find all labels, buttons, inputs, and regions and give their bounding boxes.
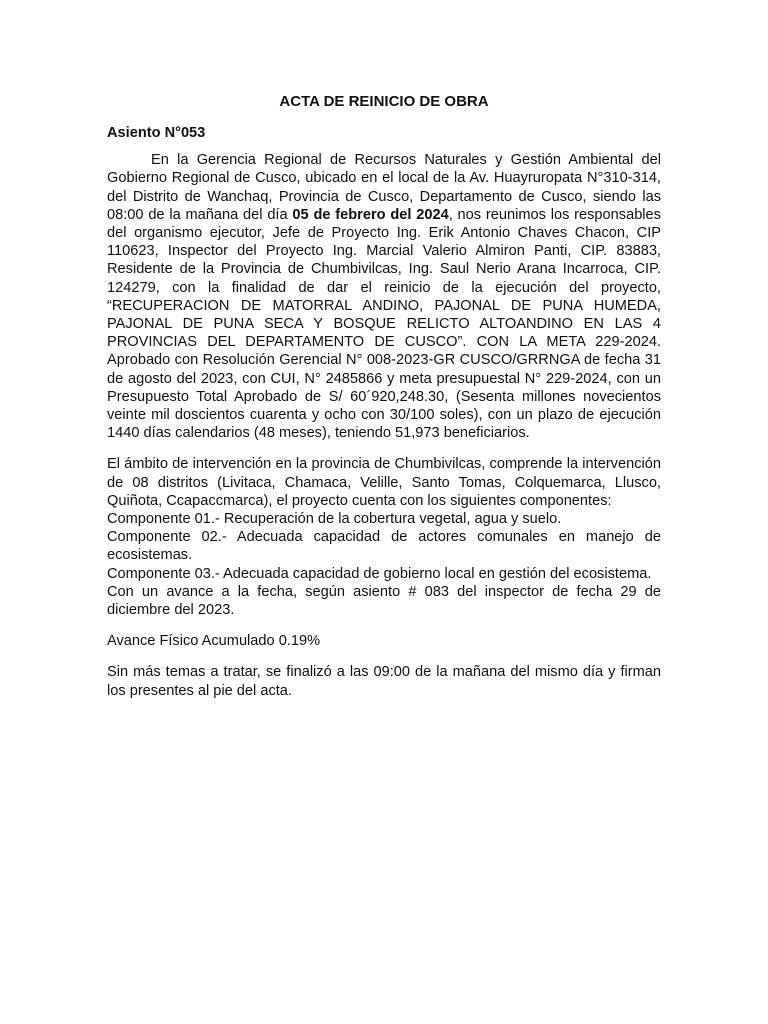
closing-paragraph: Sin más temas a tratar, se finalizó a las 09:00 de la mañana del mismo día y firman los presentes al pie del acta.: [107, 664, 661, 699]
physical-progress: Avance Físico Acumulado 0.19%: [107, 633, 321, 650]
opening-text: En la Gerencia Regional de Recursos Naturales y Gestión Ambiental del Gobierno Regional de Cusco, ubicado en el local de la Av. Huayruropata N°310-314, del Distrito de Wanchaq, Provincia de Cusco, Departamento de Cusco, siendo las 08:00 de la mañana del día: [107, 152, 661, 223]
progress-note: Con un avance a la fecha, según asiento # 083 del inspector de fecha 29 de diciembre del 2023.: [107, 583, 661, 619]
document-page: [107, 92, 661, 700]
component-3: Componente 03.- Adecuada capacidad de gobierno local en gestión del ecosistema.: [107, 565, 652, 582]
component-1: Componente 01.- Recuperación de la cobertura vegetal, agua y suelo.: [107, 511, 562, 528]
meeting-date: 05 de febrero del 2024: [292, 206, 449, 223]
opening-text-continued: , nos reunimos los responsables del organismo ejecutor, Jefe de Proyecto Ing. Erik Antonio Chaves Chacon, CIP 110623, Inspector del Proyecto Ing. Marcial Valerio Almiron Panti, CIP. 83883, Residente de la Provincia de Chumbivilcas, Ing. Saul Nerio Arana Incarroca, CIP. 124279, con la finalidad de dar el reinicio de la ejecución del proyecto, “RECUPERACION DE MATORRAL ANDINO, PAJONAL DE PUNA HUMEDA, PAJONAL DE PUNA SECA Y BOSQUE RELICTO ALTOANDINO EN LAS 4 PROVINCIAS DEL DEPARTAMENTO DE CUSCO”. CON LA META 229-2024. Aprobado con Resolución Gerencial N° 008-2023-GR CUSCO/GRRNGA de fecha 31 de agosto del 2023, con CUI, N° 2485866 y meta presupuestal N° 229-2024, con un Presupuesto Total Aprobado de S/ 60´920,248.30, (Sesenta millones novecientos veinte mil doscientos cuarenta y ocho con 30/100 soles), con un plazo de ejecución 1440 días calendarios (48 meses), teniendo 51,973 beneficiarios.: [107, 206, 661, 442]
scope-paragraph: El ámbito de intervención en la provincia de Chumbivilcas, comprende la intervención de 08 distritos (Livitaca, Chamaca, Velille, Santo Tomas, Colquemarca, Llusco, Quiñota, Ccapaccmarca), el proyecto cuenta con los siguientes componentes:: [107, 456, 661, 509]
opening-paragraph: [107, 151, 661, 442]
component-2: Componente 02.- Adecuada capacidad de actores comunales en manejo de ecosistemas.: [107, 529, 661, 564]
entry-number: Asiento N°053: [107, 125, 206, 141]
document-title: ACTA DE REINICIO DE OBRA: [279, 93, 489, 110]
